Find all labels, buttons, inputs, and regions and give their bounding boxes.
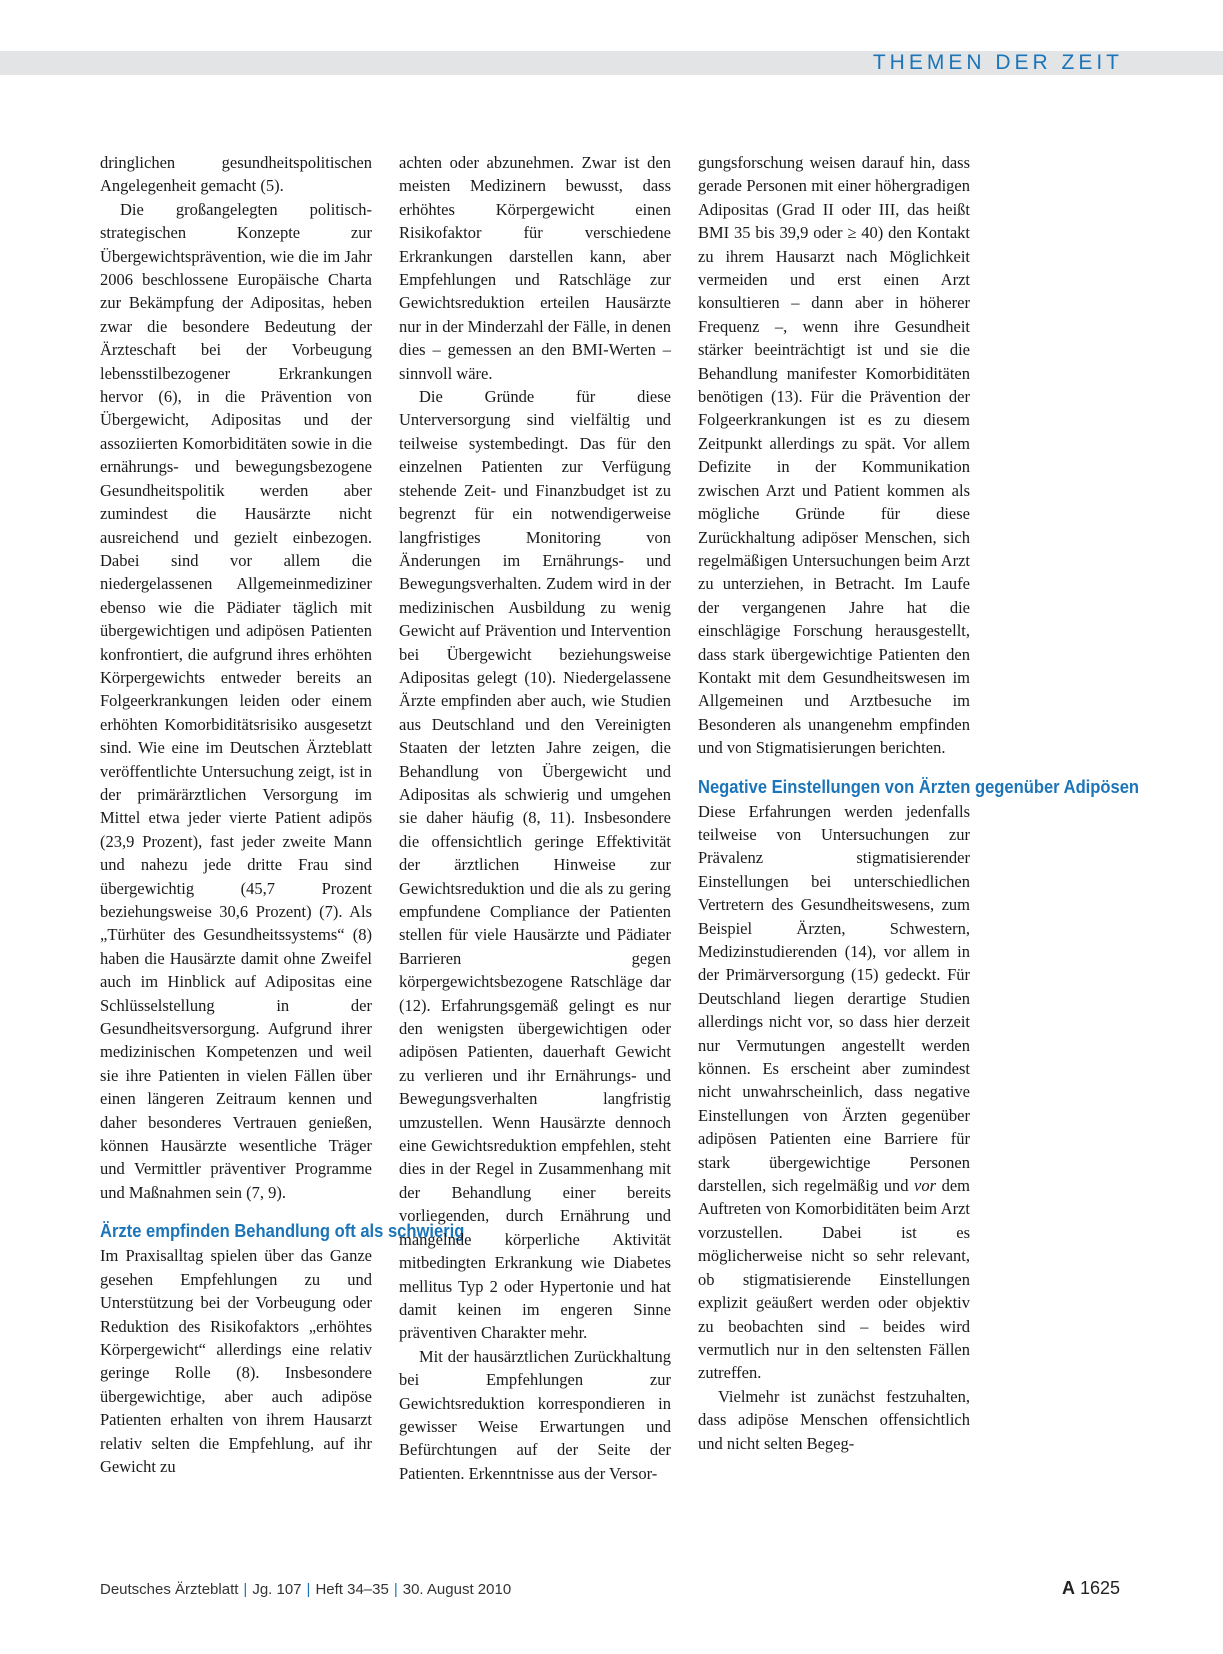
page-number: A 1625	[1061, 1578, 1120, 1598]
paragraph: Mit der hausärztlichen Zurückhaltung bei Empfehlungen zur Gewichtsreduktion korrespondieren in gewisser Weise Erwartungen und Befürchtungen auf der Seite der Patienten. Erkenntnisse aus der Versor-	[399, 1346, 671, 1483]
section-title: THEMEN DER ZEIT	[872, 51, 1123, 74]
subheading: Ärzte empfinden Behandlung oft als schwierig	[100, 1221, 465, 1242]
subheading: Negative Einstellungen von Ärzten gegenüber Adipösen	[698, 776, 1140, 797]
journal-name: Deutsches Ärzteblatt	[100, 1581, 239, 1598]
paragraph: dringlichen gesundheitspolitischen Angelegenheit gemacht (5).	[100, 153, 372, 196]
journal-volume: Jg. 107	[252, 1581, 302, 1598]
journal-issue: Heft 34–35	[315, 1581, 389, 1598]
text-column-3	[698, 151, 1140, 1455]
issue-date: 30. August 2010	[402, 1581, 512, 1598]
paragraph: achten oder abzunehmen. Zwar ist den meisten Medizinern bewusst, dass erhöhtes Körpergewicht einen Risikofaktor für verschiedene Erkrankungen darstellen kann, aber Empfehlungen und Ratschläge zur Gewichtsreduktion erteilen Hausärzte nur in der Minderzahl der Fälle, in denen dies – gemessen an den BMI-Werten – sinnvoll wäre.	[399, 153, 671, 383]
paragraph: Die Gründe für diese Unterversorgung sind vielfältig und teilweise systembedingt. Das für den einzelnen Patienten zur Verfügung stehende Zeit- und Finanzbudget ist zu begrenzt für ein notwendigerweise langfristiges Monitoring von Änderungen im Ernährungs- und Bewegungsverhalten. Zudem wird in der medizinischen Ausbildung zu wenig Gewicht auf Prävention und Intervention bei Übergewicht beziehungsweise Adipositas gelegt (10). Niedergelassene Ärzte empfinden aber auch, wie Studien aus Deutschland und den Vereinigten Staaten der letzten Jahre zeigen, die Behandlung von Übergewicht und Adipositas als schwierig und umgehen sie daher häufig (8, 11). Insbesondere die offensichtlich geringe Effektivität der ärztlichen Hinweise zur Gewichtsreduktion und die als zu gering empfundene Compliance der Patienten stellen für viele Hausärzte und Pädiater Barrieren gegen körpergewichtsbezogene Ratschläge dar (12). Erfahrungsgemäß gelingt es nur den wenigsten übergewichtigen oder adipösen Patienten, dauerhaft Gewicht zu verlieren und ihr Ernährungs- und Bewegungsverhalten langfristig umzustellen. Wenn Hausärzte dennoch eine Gewichtsreduktion empfehlen, steht dies in der Regel in Zusammenhang mit der Behandlung einer bereits vorliegenden, durch Ernährung und mangelnde körperliche Aktivität mitbedingten Erkrankung wie Diabetes mellitus Typ 2 oder Hypertonie und hat damit keinen im engeren Sinne präventiven Charakter mehr.	[399, 387, 671, 1343]
paragraph: Vielmehr ist zunächst festzuhalten, dass adipöse Menschen offensichtlich und nicht selten Begeg-	[698, 1386, 970, 1453]
text-column-1	[100, 151, 465, 1478]
text-column-2	[399, 151, 671, 1485]
paragraph: Die großangelegten politisch-strategischen Konzepte zur Übergewichtsprävention, wie die im Jahr 2006 beschlossene Europäische Charta zur Bekämpfung der Adipositas, heben zwar die besondere Bedeutung der Ärzteschaft bei der Vorbeugung lebensstilbezogener Erkrankungen hervor (6), in die Prävention von Übergewicht, Adipositas und der assoziierten Komorbiditäten sowie in die ernährungs- und bewegungsbezogene Gesundheitspolitik werden aber zumindest die Hausärzte nicht ausreichend und gezielt einbezogen. Dabei sind vor allem die niedergelassenen Allgemeinmediziner ebenso wie die Pädiater täglich mit übergewichtigen und adipösen Patienten konfrontiert, die aufgrund ihres erhöhten Körpergewichts entweder bereits an Folgeerkrankungen leiden oder einem erhöhten Komorbiditätsrisiko ausgesetzt sind. Wie eine im Deutschen Ärzteblatt veröffentlichte Untersuchung zeigt, ist in der primärärztlichen Versorgung im Mittel etwa jeder vierte Patient adipös (23,9 Prozent), fast jeder zweite Mann und nahezu jede dritte Frau sind übergewichtig (45,7 Prozent beziehungsweise 30,6 Prozent) (7). Als „Türhüter des Gesundheitssystems“ (8) haben die Hausärzte damit ohne Zweifel auch im Hinblick auf Adipositas eine Schlüsselstellung in der Gesundheitsversorgung. Aufgrund ihrer medizinischen Kompetenzen und weil sie ihre Patienten in vielen Fällen über einen längeren Zeitraum kennen und daher besonderes Vertrauen genießen, können Hausärzte wesentliche Träger und Vermittler präventiver Programme und Maßnahmen sein (7, 9).	[100, 199, 372, 1202]
paragraph: gungsforschung weisen darauf hin, dass gerade Personen mit einer höhergradigen Adipositas (Grad II oder III, das heißt BMI 35 bis 39,9 oder ≥ 40) den Kontakt zu ihrem Hausarzt nach Möglichkeit vermeiden und erst einen Arzt konsultieren – dann aber in höherer Frequenz –, wenn ihre Gesundheit stärker beeinträchtigt ist und sie die Behandlung manifester Komorbiditäten benötigen (13). Für die Prävention der Folgeerkrankungen ist es zu diesem Zeitpunkt allerdings zu spät. Vor allem Defizite in der Kommunikation zwischen Arzt und Patient kommen als mögliche Gründe für diese Zurückhaltung adipöser Menschen, sich regelmäßigen Untersuchungen beim Arzt zu unterziehen, in Betracht. Im Laufe der vergangenen Jahre hat die einschlägige Forschung herausgestellt, dass stark übergewichtige Patienten den Kontakt mit dem Gesundheitswesen im Allgemeinen und Arztbesuche im Besonderen als unangenehm empfinden und von Stigmatisierungen berichten.	[698, 153, 970, 758]
paragraph: Im Praxisalltag spielen über das Ganze gesehen Empfehlungen zu und Unterstützung bei der Vorbeugung oder Reduktion des Risikofaktors „erhöhtes Körpergewicht“ allerdings eine relativ geringe Rolle (8). Insbesondere übergewichtige, aber auch adipöse Patienten erhalten von ihrem Hausarzt relativ selten die Empfehlung, auf ihr Gewicht zu	[100, 1246, 372, 1476]
footer-citation: Deutsches Ärzteblatt | Jg. 107 | Heft 34–35 | 30. August 2010	[100, 1581, 512, 1598]
paragraph: Diese Erfahrungen werden jedenfalls teilweise von Untersuchungen zur Prävalenz stigmatisierender Einstellungen bei unterschiedlichen Vertretern des Gesundheitswesens, zum Beispiel Ärzten, Schwestern, Medizinstudierenden (14), vor allem in der Primärversorgung (15) gedeckt. Für Deutschland liegen derartige Studien allerdings nicht vor, so dass hier derzeit nur Vermutungen angestellt werden können. Es erscheint aber zumindest nicht unwahrscheinlich, dass negative Einstellungen von Ärzten gegenüber adipösen Patienten eine Barriere für stark übergewichtige Personen darstellen, sich regelmäßig und vor dem Auftreten von Komorbiditäten beim Arzt vorzustellen. Dabei ist es möglicherweise nicht so sehr relevant, ob stigmatisierende Einstellungen explizit geäußert werden oder objektiv zu beobachten sind – beides wird vermutlich nur in den seltensten Fällen zutreffen.	[698, 801, 971, 1383]
emphasis: vor	[914, 1176, 937, 1196]
